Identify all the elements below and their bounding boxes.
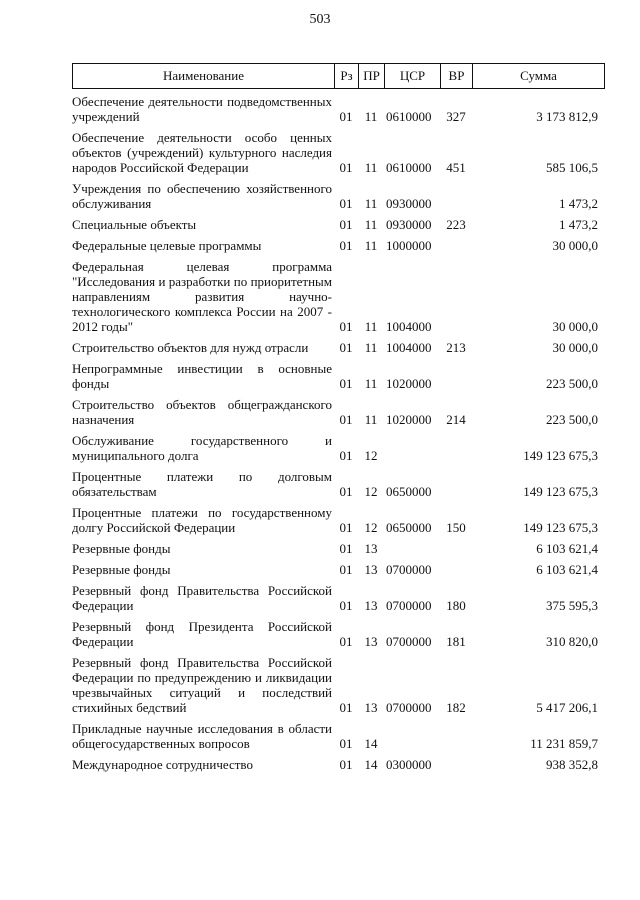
cell-sum: 149 123 675,3 (523, 484, 598, 499)
cell-pr: 11 (364, 238, 378, 253)
cell-rz: 01 (339, 634, 353, 649)
table-row (72, 619, 604, 649)
cell-rz: 01 (339, 520, 353, 535)
cell-csr: 0700000 (386, 562, 432, 577)
cell-vr (440, 433, 472, 463)
cell-rz: 01 (339, 196, 353, 211)
cell-name: Обеспечение деятельности подведомственных учреждений (72, 94, 332, 124)
budget-table (72, 94, 604, 772)
cell-name: Процентные платежи по долговым обязательствам (72, 469, 332, 499)
cell-name: Резервные фонды (72, 541, 171, 556)
cell-pr: 13 (364, 700, 378, 715)
cell-sum: 149 123 675,3 (523, 448, 598, 463)
cell-vr: 180 (446, 598, 466, 613)
cell-name: Резервные фонды (72, 562, 171, 577)
cell-sum: 585 106,5 (546, 160, 598, 175)
cell-rz: 01 (339, 700, 353, 715)
table-row (72, 541, 604, 556)
cell-pr: 11 (364, 109, 378, 124)
column-header-pr: ПР (359, 64, 385, 89)
cell-sum: 6 103 621,4 (536, 541, 598, 556)
cell-pr: 12 (364, 484, 378, 499)
cell-rz: 01 (339, 160, 353, 175)
cell-pr: 13 (364, 634, 378, 649)
cell-sum: 223 500,0 (546, 412, 598, 427)
cell-csr: 1004000 (386, 319, 432, 334)
cell-pr: 13 (364, 598, 378, 613)
cell-vr: 150 (446, 520, 466, 535)
table-row (72, 94, 604, 124)
cell-name: Резервный фонд Правительства Российской Федерации (72, 583, 332, 613)
cell-sum: 375 595,3 (546, 598, 598, 613)
cell-vr: 451 (446, 160, 466, 175)
cell-csr (384, 433, 440, 463)
table-row (72, 181, 604, 211)
cell-sum: 30 000,0 (552, 319, 598, 334)
table-row (72, 340, 604, 355)
cell-vr: 214 (446, 412, 466, 427)
cell-vr: 223 (446, 217, 466, 232)
cell-name: Процентные платежи по государственному долгу Российской Федерации (72, 505, 332, 535)
header-row (73, 64, 605, 89)
table-header (72, 63, 605, 89)
cell-csr: 1020000 (386, 412, 432, 427)
cell-sum: 3 173 812,9 (536, 109, 598, 124)
cell-csr: 0300000 (386, 757, 432, 772)
table-row (72, 721, 604, 751)
cell-pr: 11 (364, 196, 378, 211)
cell-csr: 0610000 (386, 109, 432, 124)
cell-rz: 01 (339, 217, 353, 232)
cell-rz: 01 (339, 757, 353, 772)
cell-vr (440, 562, 472, 577)
cell-csr: 0650000 (386, 484, 432, 499)
cell-rz: 01 (339, 484, 353, 499)
table-row (72, 217, 604, 232)
cell-sum: 1 473,2 (559, 217, 598, 232)
cell-vr (440, 469, 472, 499)
cell-sum: 1 473,2 (559, 196, 598, 211)
cell-vr (440, 541, 472, 556)
cell-csr: 0930000 (386, 196, 432, 211)
cell-vr: 182 (446, 700, 466, 715)
column-header-rz: Рз (335, 64, 359, 89)
cell-name: Учреждения по обеспечению хозяйственного обслуживания (72, 181, 332, 211)
cell-pr: 14 (364, 757, 378, 772)
cell-csr: 0610000 (386, 160, 432, 175)
cell-pr: 14 (364, 736, 378, 751)
column-header-sum: Сумма (473, 64, 605, 89)
cell-name: Обслуживание государственного и муниципального долга (72, 433, 332, 463)
cell-csr: 1020000 (386, 376, 432, 391)
cell-vr: 327 (446, 109, 466, 124)
table-row (72, 583, 604, 613)
table-row (72, 361, 604, 391)
cell-rz: 01 (339, 562, 353, 577)
cell-name: Резервный фонд Правительства Российской Федерации по предупреждению и ликвидации чрезвычайных ситуаций и последствий стихийных бедствий (72, 655, 332, 715)
cell-csr: 1000000 (386, 238, 432, 253)
cell-rz: 01 (339, 376, 353, 391)
cell-sum: 6 103 621,4 (536, 562, 598, 577)
cell-rz: 01 (339, 412, 353, 427)
cell-vr: 181 (446, 634, 466, 649)
cell-vr: 213 (446, 340, 466, 355)
column-header-vr: ВР (441, 64, 473, 89)
cell-rz: 01 (339, 541, 353, 556)
cell-csr: 0700000 (386, 598, 432, 613)
cell-rz: 01 (339, 736, 353, 751)
cell-name: Строительство объектов для нужд отрасли (72, 340, 309, 355)
cell-vr (440, 721, 472, 751)
cell-pr: 11 (364, 319, 378, 334)
cell-name: Международное сотрудничество (72, 757, 253, 772)
cell-name: Резервный фонд Президента Российской Федерации (72, 619, 332, 649)
table-row (72, 757, 604, 772)
cell-sum: 223 500,0 (546, 376, 598, 391)
cell-name: Строительство объектов общегражданского назначения (72, 397, 332, 427)
cell-csr: 0700000 (386, 634, 432, 649)
table-row (72, 238, 604, 253)
cell-vr (440, 181, 472, 211)
cell-rz: 01 (339, 598, 353, 613)
table-row (72, 469, 604, 499)
cell-name: Федеральные целевые программы (72, 238, 262, 253)
cell-sum: 11 231 859,7 (530, 736, 598, 751)
cell-sum: 149 123 675,3 (523, 520, 598, 535)
cell-csr: 1004000 (386, 340, 432, 355)
cell-pr: 13 (364, 541, 378, 556)
table-row (72, 259, 604, 334)
cell-csr (384, 721, 440, 751)
cell-name: Прикладные научные исследования в области общегосударственных вопросов (72, 721, 332, 751)
cell-csr (384, 541, 440, 556)
cell-name: Непрограммные инвестиции в основные фонды (72, 361, 332, 391)
cell-pr: 11 (364, 160, 378, 175)
cell-sum: 5 417 206,1 (536, 700, 598, 715)
cell-rz: 01 (339, 109, 353, 124)
cell-pr: 12 (364, 520, 378, 535)
cell-csr: 0650000 (386, 520, 432, 535)
cell-rz: 01 (339, 448, 353, 463)
cell-pr: 11 (364, 340, 378, 355)
cell-sum: 30 000,0 (552, 340, 598, 355)
cell-rz: 01 (339, 238, 353, 253)
cell-vr (440, 757, 472, 772)
table-row (72, 397, 604, 427)
table-row (72, 562, 604, 577)
table-row (72, 505, 604, 535)
column-header-csr: ЦСР (385, 64, 441, 89)
cell-pr: 11 (364, 412, 378, 427)
cell-pr: 12 (364, 448, 378, 463)
cell-vr (440, 238, 472, 253)
cell-sum: 938 352,8 (546, 757, 598, 772)
page-number: 503 (309, 12, 331, 27)
cell-sum: 310 820,0 (546, 634, 598, 649)
cell-sum: 30 000,0 (552, 238, 598, 253)
cell-rz: 01 (339, 340, 353, 355)
cell-pr: 11 (364, 376, 378, 391)
cell-pr: 11 (364, 217, 378, 232)
cell-vr (440, 259, 472, 334)
cell-name: Специальные объекты (72, 217, 197, 232)
table-row (72, 655, 604, 715)
cell-name: Федеральная целевая программа "Исследования и разработки по приоритетным направлениям развития научно-технологического комплекса России на 2007 - 2012 годы" (72, 259, 332, 334)
cell-vr (440, 361, 472, 391)
cell-csr: 0930000 (386, 217, 432, 232)
table-row (72, 433, 604, 463)
cell-rz: 01 (339, 319, 353, 334)
cell-name: Обеспечение деятельности особо ценных объектов (учреждений) культурного наследия народов Российской Федерации (72, 130, 332, 175)
cell-pr: 13 (364, 562, 378, 577)
column-header-name: Наименование (73, 64, 335, 89)
cell-csr: 0700000 (386, 700, 432, 715)
table-row (72, 130, 604, 175)
table-body (72, 94, 604, 772)
